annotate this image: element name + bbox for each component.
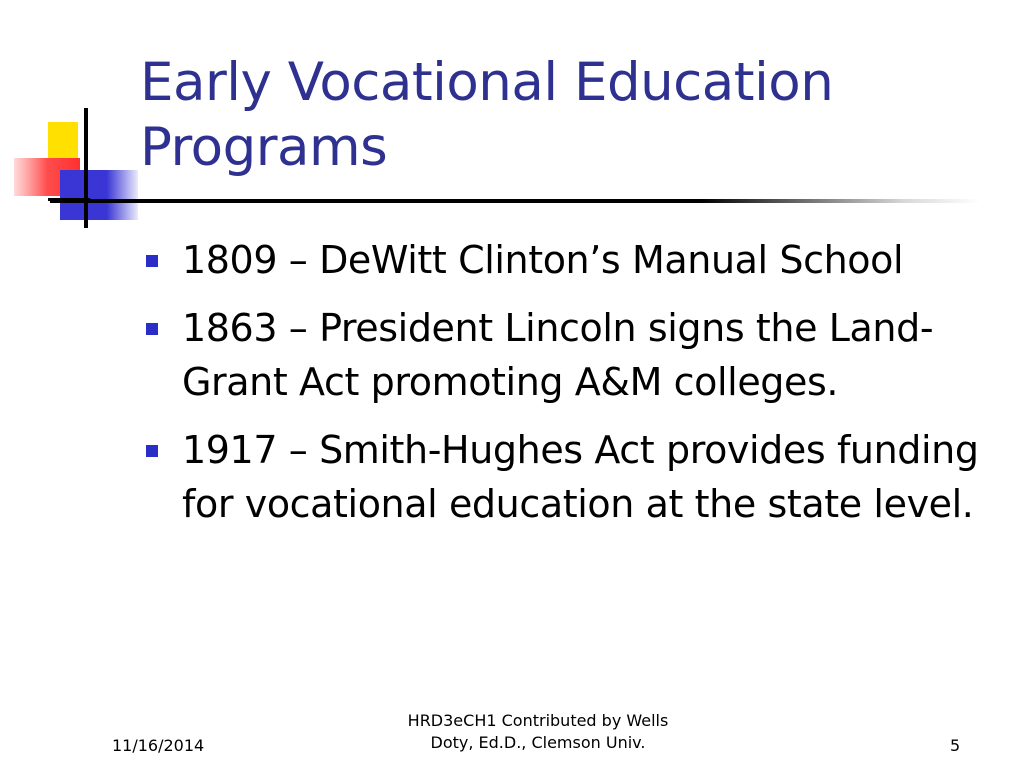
footer-credit-line1: HRD3eCH1 Contributed by Wells [407, 711, 669, 730]
page-number: 5 [950, 736, 961, 755]
bullet-item [140, 233, 980, 287]
square-bullet-icon [146, 445, 158, 457]
bullet-list [140, 233, 980, 545]
bullet-text: 1863 – President Lincoln signs the Land-Grant Act promoting A&M colleges. [182, 306, 934, 404]
footer-date: 11/16/2014 [112, 736, 205, 755]
square-bullet-icon [146, 255, 158, 267]
square-bullet-icon [146, 323, 158, 335]
overlapping-squares-logo-icon [0, 100, 150, 240]
bullet-item [140, 423, 980, 531]
bullet-text: 1809 – DeWitt Clinton’s Manual School [182, 238, 904, 282]
footer-credit [368, 710, 708, 754]
bullet-item [140, 301, 980, 409]
slide-title: Early Vocational Education Programs [140, 52, 834, 178]
bullet-text: 1917 – Smith-Hughes Act provides funding for vocational education at the state level. [182, 428, 979, 526]
title-divider [50, 199, 980, 203]
footer-credit-line2: Doty, Ed.D., Clemson Univ. [430, 733, 646, 752]
